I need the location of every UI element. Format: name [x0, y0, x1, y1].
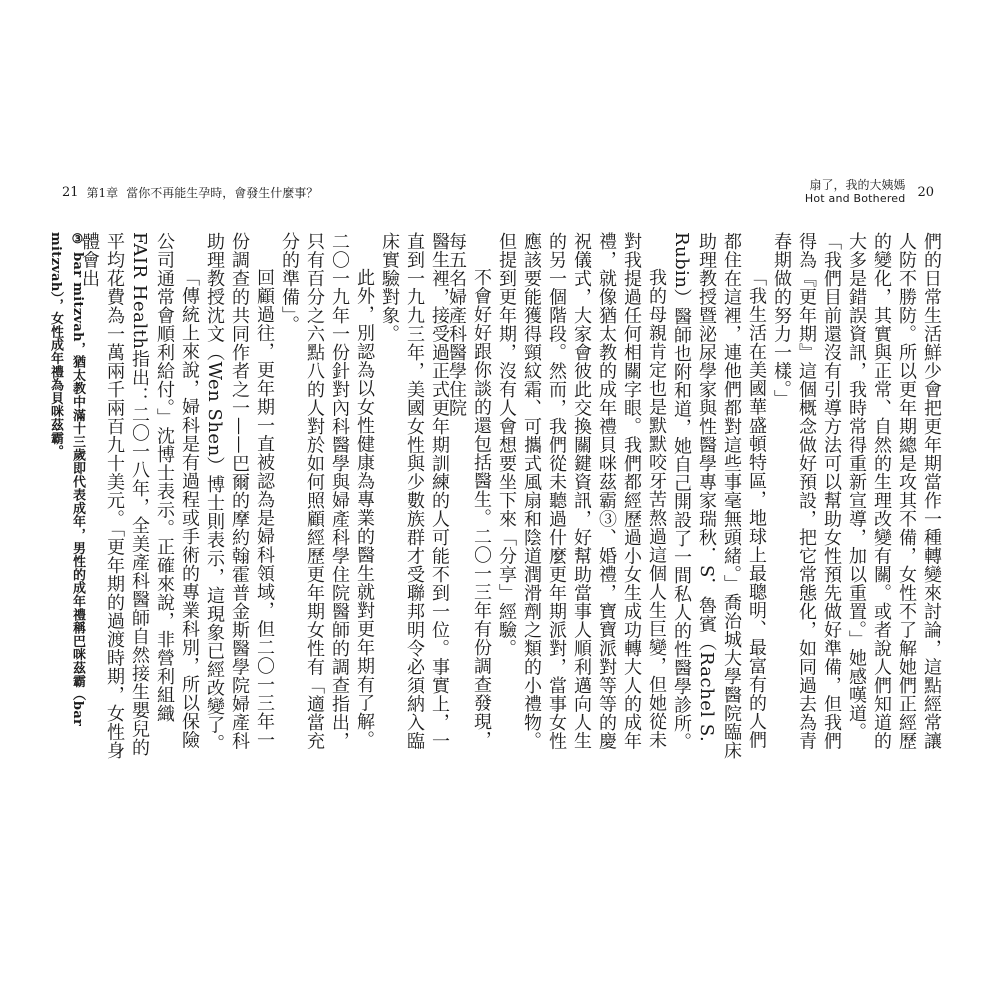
paragraph: 醫生裡，接受過正式更年期訓練的人可能不到一位。事實上，一直到一九九三年，美國女性與少數族群才受聯邦明令必須納入臨床實驗對象。 [379, 232, 450, 750]
paragraph: 「我生活在美國華盛頓特區，地球上最聰明、最富有的人們都住在這裡，連他們都對這些事毫無頭緒。」喬治城大學醫院臨床助理教授暨泌尿學家與性醫學專家瑞秋．S．魯賓（Rachel S. Rubin）醫師也附和道，她自己開設了一間私人的性醫學診所。 [671, 232, 767, 760]
right-page-header [804, 178, 934, 205]
book-title-block [805, 179, 906, 205]
right-page-body [446, 232, 944, 762]
footnote: ③ bar mitzvah，猶太教中滿十三歲即代表成年，男性的成年禮稱巴咪茲霸（bar mitzvah），女性成年禮為貝咪茲霸。 [48, 232, 85, 727]
left-page-header [62, 181, 318, 203]
book-title: 扇了，我的大姨媽 [809, 178, 906, 192]
paragraph: 此外，別認為以女性健康為專業的醫生就對更年期有了解。二〇一九年一份針對內科醫學與婦產科學住院醫師的調查指出，只有百分之六點八的人對於如何照顧經歷更年期女性有「適當充分的準備」。 [279, 232, 375, 750]
book-title-english: Hot and Bothered [804, 192, 906, 205]
chapter-title: 當你不再能生孕時，會發生什麼事？ [126, 185, 319, 200]
paragraph: 我的母親肯定也是默默咬牙苦熬過這個人生巨變，但她從未對我提過任何相關字眼。我們都經歷過小女生成功轉大人的成年禮，就像猶太教的成年禮貝咪茲霸③、婚禮，寶寶派對等等的慶祝儀式，大家會彼此交換關鍵資訊，好幫助當事人順利邁向人生的另一個階段。然而，我們從未聽過什麼更年期派對，當事女性應該要能獲得頸紋霜、可攜式風扇和陰道潤滑劑之類的小禮物。但提到更年期，沒有人會想要坐下來「分享」經驗。 [496, 232, 667, 750]
chapter-label: 第1章 [86, 185, 119, 200]
left-page-number: 21 [62, 184, 79, 200]
left-page-body [79, 232, 452, 762]
right-page-number: 20 [917, 184, 934, 200]
paragraph: 「傳統上來說，婦科是有過程或手術的專業科別，所以保險公司通常會順利給付。」沈博士表示。正確來說，非營利組織FAIR Health指出：二〇一八年，全美產科醫師自然接生嬰兒的平均花費為一萬兩千兩百九十美元。「更年期的過渡時期，女性身體會出 [79, 232, 200, 760]
paragraph: 們的日常生活鮮少會把更年期當作一種轉變來討論，這點經常讓人防不勝防。所以更年期總是攻其不備，女性不了解她們正經歷的變化，其實與正常、自然的生理改變有關。或者說人們知道的大多是錯誤資訊，我時常得重新宣導，加以重置。」她感嘆道。「我們目前還沒有引導方法可以幫助女性預先做好準備，但我們得為『更年期』這個概念做好預設，把它常態化，如同過去為青春期做的努力一樣。」 [771, 232, 942, 750]
paragraph: 回顧過往，更年期一直被認為是婦科領域，但二〇一三年一份調查的共同作者之一——巴爾的摩約翰霍普金斯醫學院婦產科助理教授沈文（Wen Shen）博士則表示，這現象已經改變了。 [204, 232, 275, 753]
paragraph: 不會好好跟你談的還包括醫生。二〇一三年有份調查發現，每五名婦產科醫學住院 [446, 232, 492, 749]
